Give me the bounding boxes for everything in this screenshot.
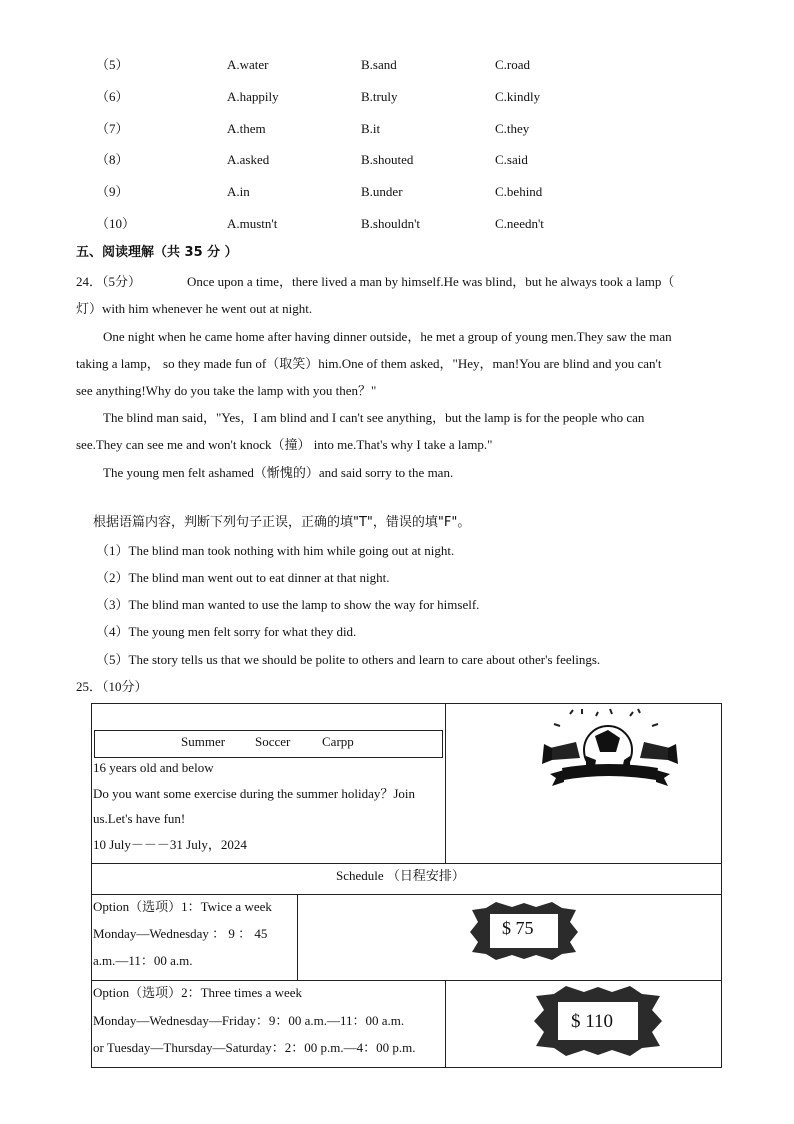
option-c: C.said (495, 152, 528, 167)
statement: （1）The blind man took nothing with him while going out at night. (96, 543, 455, 558)
story-line: 灯）with him whenever he went out at night. (76, 301, 313, 316)
option-number: （7） (96, 121, 129, 136)
question-25-label: 25．（10分） (76, 679, 148, 694)
story-line: see.They can see me and won't knock（撞） into me.That's why I take a lamp." (76, 437, 493, 452)
statement: （4）The young men felt sorry for what they did. (96, 624, 357, 639)
option2-line: or Tuesday—Thursday—Saturday：2：00 p.m.—4：00 p.m. (93, 1040, 416, 1055)
statement: （2）The blind man went out to eat dinner at that night. (96, 570, 390, 585)
story-line: see anything!Why do you take the lamp with you then？" (76, 383, 377, 398)
option2-line: Option（选项）2：Three times a week (93, 985, 303, 1000)
option-number: （5） (96, 57, 129, 72)
option1-line: Monday—Wednesday ： 9 ： 45 (93, 926, 268, 941)
story-line: taking a lamp， so they made fun of（取笑）him.One of them asked，"Hey，man!You are blind and you can't (76, 356, 662, 371)
option-b: B.shouted (361, 152, 414, 167)
option-a: A.water (227, 57, 269, 72)
question-24-label: 24．（5分） (76, 274, 142, 289)
invite-text: Do you want some exercise during the summer holiday？Join (93, 786, 416, 801)
option-c: C.needn't (495, 216, 544, 231)
option-b: B.truly (361, 89, 398, 104)
option-c: C.they (495, 121, 530, 136)
option-b: B.sand (361, 57, 397, 72)
schedule-header: Schedule （日程安排） (336, 868, 465, 883)
option-a: A.them (227, 121, 266, 136)
section-heading: 五、阅读理解（共 35 分 ） (76, 245, 238, 260)
story-line: One night when he came home after having dinner outside，he met a group of young men.They saw the man (103, 329, 672, 344)
instruction: 根据语篇内容，判断下列句子正误，正确的填"T"，错误的填"F"。 (93, 515, 471, 530)
option-number: （8） (96, 152, 129, 167)
option-b: B.under (361, 184, 403, 199)
story-line: The young men felt ashamed（惭愧的）and said sorry to the man. (103, 465, 454, 480)
title-word: Carpp (322, 734, 354, 749)
option1-line: a.m.—11：00 a.m. (93, 953, 193, 968)
option-a: A.asked (227, 152, 270, 167)
option2-price: $ 110 (571, 1011, 614, 1032)
option-c: C.road (495, 57, 531, 72)
option1-price: $ 75 (502, 918, 534, 938)
title-word: Summer (181, 734, 226, 749)
option-c: C.kindly (495, 89, 541, 104)
story-line: The blind man said，"Yes，I am blind and I can't see anything，but the lamp is for the people who can (103, 410, 645, 425)
option-number: （6） (96, 89, 129, 104)
option-number: （9） (96, 184, 129, 199)
option-a: A.in (227, 184, 250, 199)
age-requirement: 16 years old and below (93, 760, 214, 775)
statement: （3）The blind man wanted to use the lamp to show the way for himself. (96, 597, 480, 612)
statement: （5）The story tells us that we should be polite to others and learn to care about other's feelings. (96, 652, 601, 667)
option-b: B.it (361, 121, 381, 136)
title-word: Soccer (255, 734, 291, 749)
option-number: （10） (96, 216, 136, 231)
story-line: Once upon a time，there lived a man by himself.He was blind，but he always took a lamp（ (187, 274, 675, 289)
option2-line: Monday—Wednesday—Friday：9：00 a.m.—11：00 a.m. (93, 1013, 405, 1028)
option1-line: Option（选项）1：Twice a week (93, 899, 272, 914)
option-a: A.mustn't (227, 216, 278, 231)
option-c: C.behind (495, 184, 543, 199)
option-a: A.happily (227, 89, 279, 104)
camp-dates: 10 July－－－31 July，2024 (93, 837, 247, 852)
invite-text: us.Let's have fun! (93, 811, 186, 826)
option-b: B.shouldn't (361, 216, 421, 231)
soccer-logo-icon (540, 708, 680, 788)
